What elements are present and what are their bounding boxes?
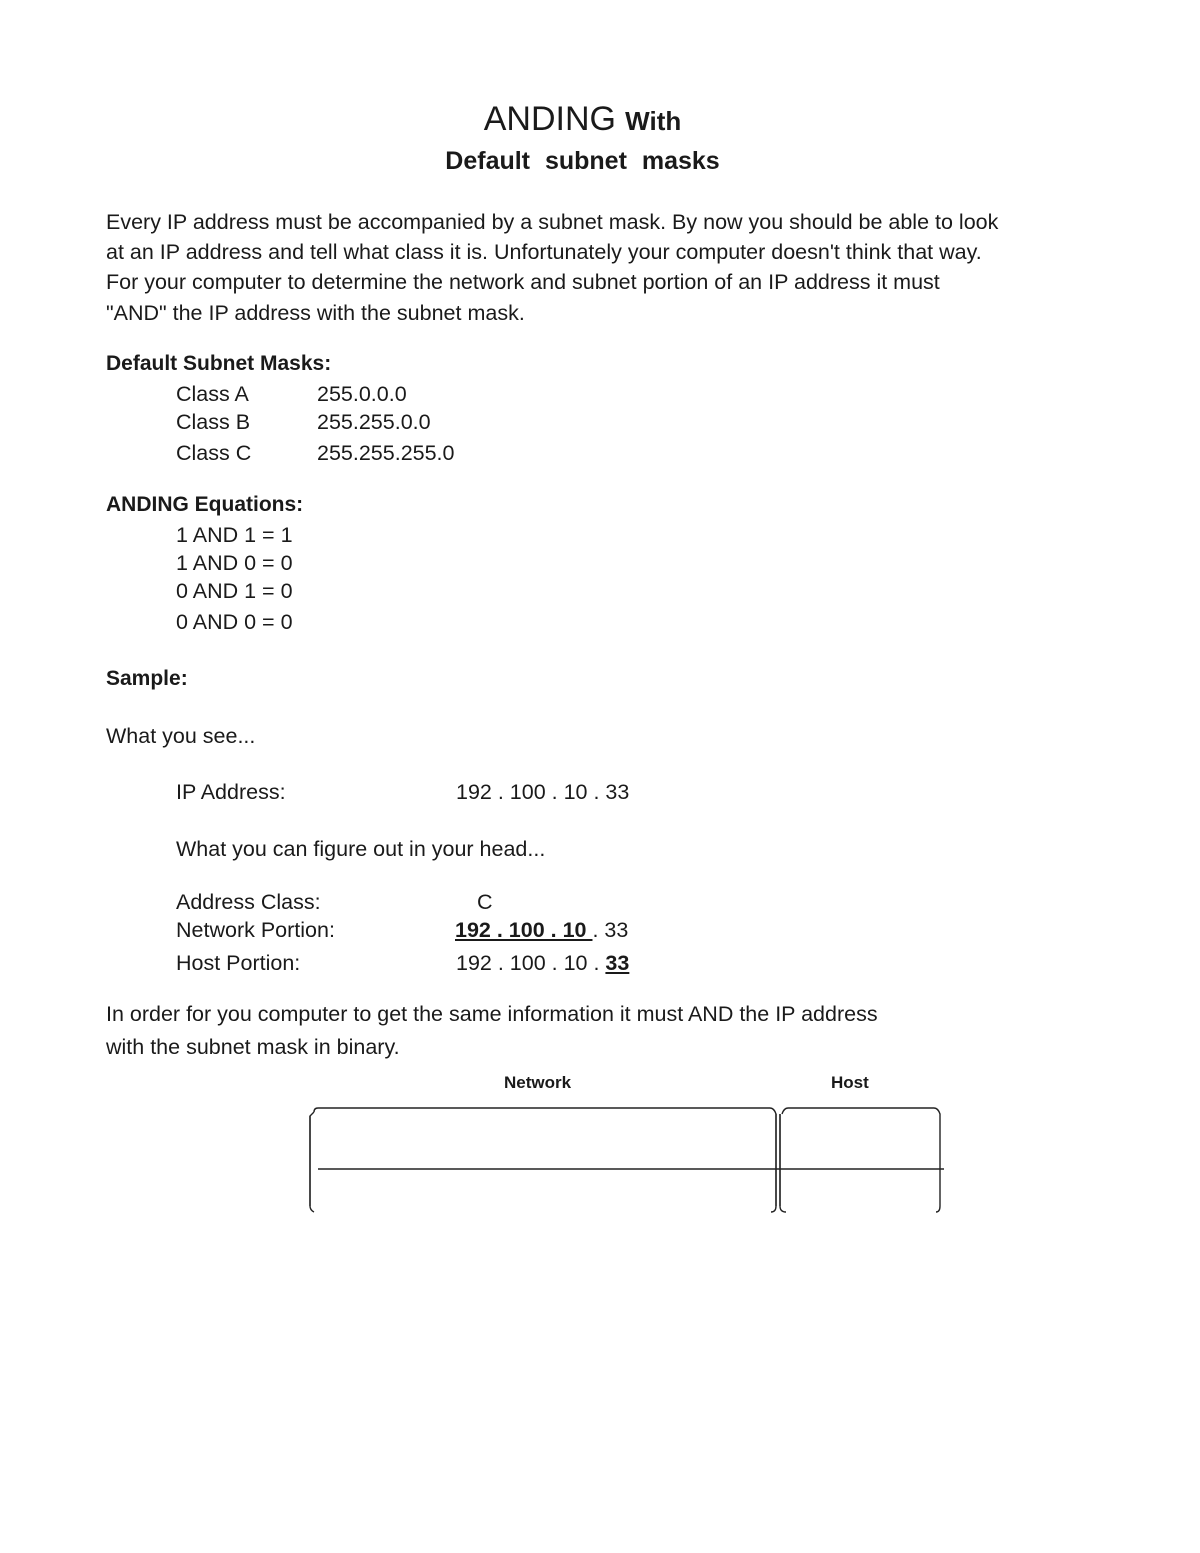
network-portion-bold: 192 . 100 . 10 xyxy=(455,918,593,942)
figure-out-text: What you can figure out in your head... xyxy=(176,837,546,861)
host-label: Host xyxy=(831,1073,869,1092)
address-class-label: Address Class: xyxy=(176,890,321,914)
sample-heading: Sample: xyxy=(106,667,188,690)
title-main: ANDING xyxy=(483,100,616,138)
network-portion-label: Network Portion: xyxy=(176,918,335,942)
network-label: Network xyxy=(504,1073,572,1092)
ip-address-value: 192 . 100 . 10 . 33 xyxy=(456,780,630,804)
host-portion-value xyxy=(456,949,629,977)
host-box xyxy=(782,1108,940,1212)
page-title xyxy=(0,99,1165,141)
equation: 1 AND 1 = 1 xyxy=(176,523,293,547)
conclusion-line: with the subnet mask in binary. xyxy=(106,1035,400,1059)
page-subtitle: Default subnet masks xyxy=(445,147,720,175)
mask-value-b: 255.255.0.0 xyxy=(317,410,431,434)
intro-line: "AND" the IP address with the subnet mask. xyxy=(106,300,525,325)
intro-line: at an IP address and tell what class it is. Unfortunately your computer doesn't think that way. xyxy=(106,240,982,265)
anding-heading: ANDING Equations: xyxy=(106,493,304,516)
network-host-diagram xyxy=(300,1098,960,1220)
address-class-value: C xyxy=(477,890,493,914)
mask-value-c: 255.255.255.0 xyxy=(317,441,455,465)
mask-class-c: Class C xyxy=(176,441,252,465)
conclusion-line: In order for you computer to get the same information it must AND the IP address xyxy=(106,1002,878,1026)
what-you-see: What you see... xyxy=(106,724,256,748)
intro-paragraph xyxy=(106,207,1066,328)
mask-value-a: 255.0.0.0 xyxy=(317,382,407,406)
intro-line: For your computer to determine the network and subnet portion of an IP address it must xyxy=(106,270,940,295)
host-portion-bold: 33 xyxy=(605,951,630,975)
equation: 1 AND 0 = 0 xyxy=(176,551,293,575)
host-portion-rest: 192 . 100 . 10 . xyxy=(456,951,606,975)
title-with: With xyxy=(625,106,682,136)
equation: 0 AND 1 = 0 xyxy=(176,579,293,603)
mask-class-a: Class A xyxy=(176,382,249,406)
network-portion-value xyxy=(455,916,628,944)
network-box xyxy=(314,1108,776,1212)
network-portion-rest: . 33 xyxy=(592,918,629,942)
default-masks-heading: Default Subnet Masks: xyxy=(106,352,332,375)
ip-address-label: IP Address: xyxy=(176,780,286,804)
equation: 0 AND 0 = 0 xyxy=(176,610,293,634)
mask-class-b: Class B xyxy=(176,410,251,434)
intro-line: Every IP address must be accompanied by a subnet mask. By now you should be able to look xyxy=(106,210,999,234)
host-portion-label: Host Portion: xyxy=(176,951,301,975)
